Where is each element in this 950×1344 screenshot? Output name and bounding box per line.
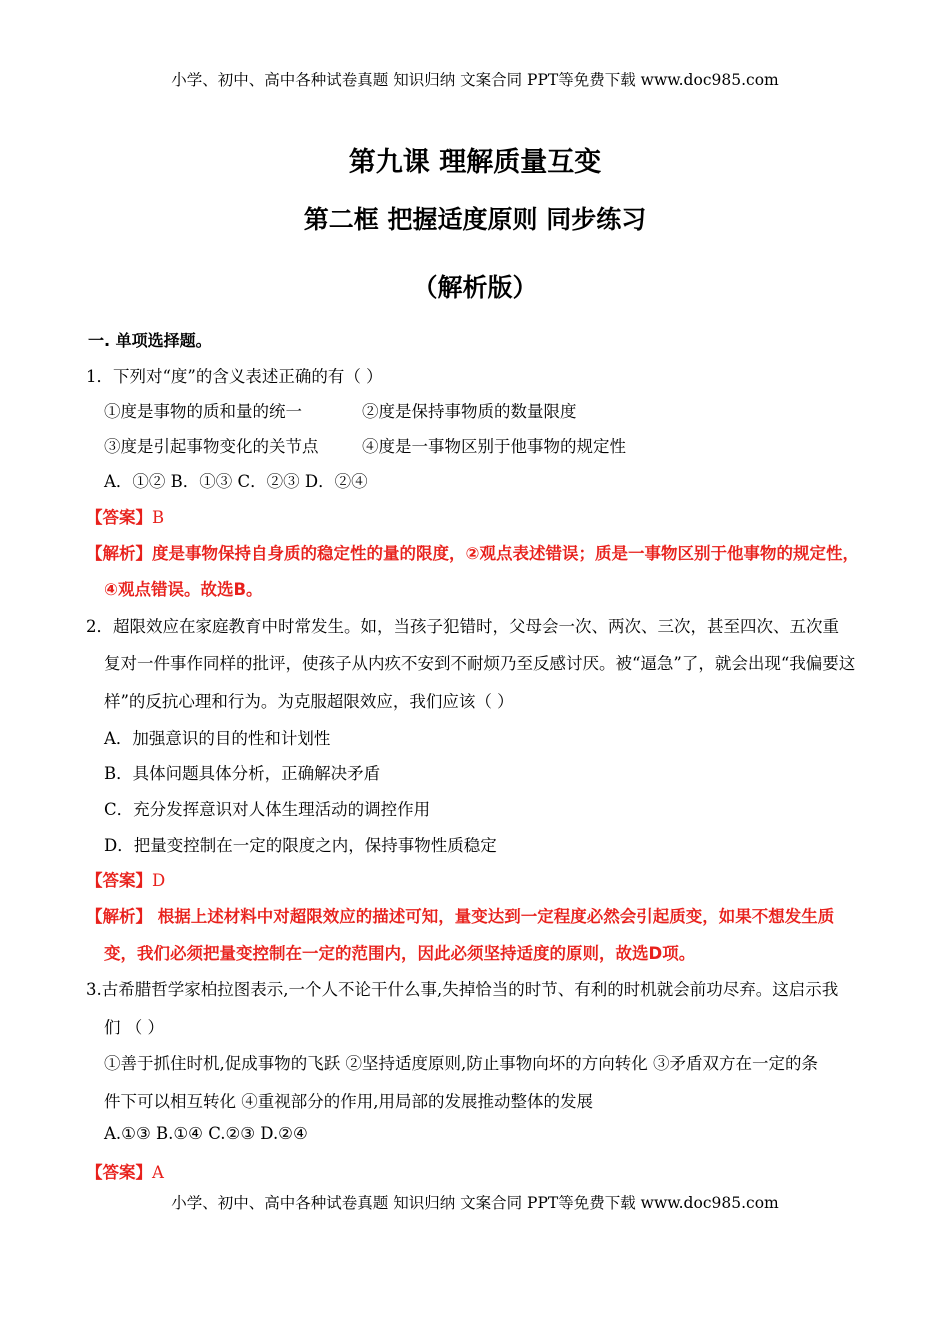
q1-option-4: ④度是一事物区别于他事物的规定性	[362, 437, 626, 456]
section-heading: 一. 单项选择题。	[88, 331, 212, 350]
page-subtitle: 第二框 把握适度原则 同步练习	[303, 205, 647, 234]
q3-options-line-1: ①善于抓住时机,促成事物的飞跃 ②坚持适度原则,防止事物向坏的方向转化 ③矛盾双方在一定的条	[104, 1054, 818, 1073]
q2-analysis-line-1	[86, 903, 834, 927]
page-footer: 小学、初中、高中各种试卷真题 知识归纳 文案合同 PPT等免费下载 www.doc985.com	[171, 1194, 779, 1212]
q2-option-b: B．具体问题具体分析，正确解决矛盾	[104, 764, 381, 783]
analysis-label: 【解析】	[86, 544, 152, 563]
q2-stem-line-3: 样”的反抗心理和行为。为克服超限效应，我们应该（ ）	[104, 692, 514, 711]
answer-value: D	[152, 871, 166, 890]
page-title: 第九课 理解质量互变	[348, 147, 602, 178]
q3-answer	[86, 1159, 164, 1183]
answer-label: 【答案】	[86, 871, 152, 890]
q3-stem-line-2: 们 （ ）	[104, 1018, 164, 1037]
answer-label: 【答案】	[86, 1163, 152, 1182]
q2-option-c: C．充分发挥意识对人体生理活动的调控作用	[104, 800, 431, 819]
q1-analysis-line-1	[86, 540, 859, 564]
answer-value: B	[152, 508, 165, 527]
q2-option-d: D．把量变控制在一定的限度之内，保持事物性质稳定	[104, 836, 497, 855]
q2-answer	[86, 867, 165, 891]
q3-options-line-2: 件下可以相互转化 ④重视部分的作用,用局部的发展推动整体的发展	[104, 1092, 593, 1111]
q2-stem-line-1: 2．超限效应在家庭教育中时常发生。如，当孩子犯错时，父母会一次、两次、三次，甚至四次、五次重	[86, 617, 839, 636]
q2-analysis-line-2: 变，我们必须把量变控制在一定的范围内，因此必须坚持适度的原则，故选D项。	[104, 944, 696, 963]
q3-choices: A.①③ B.①④ C.②③ D.②④	[104, 1124, 308, 1143]
answer-value: A	[152, 1163, 164, 1182]
q1-option-2: ②度是保持事物质的数量限度	[362, 402, 577, 421]
answer-label: 【答案】	[86, 508, 152, 527]
q1-answer	[86, 504, 164, 528]
q1-option-1: ①度是事物的质和量的统一	[104, 402, 302, 421]
q2-stem-line-2: 复对一件事作同样的批评，使孩子从内疚不安到不耐烦乃至反感讨厌。被“逼急”了，就会出现“我偏要这	[104, 654, 856, 673]
analysis-label: 【解析】	[86, 907, 152, 926]
page-header: 小学、初中、高中各种试卷真题 知识归纳 文案合同 PPT等免费下载 www.doc985.com	[171, 71, 779, 89]
analysis-text: 根据上述材料中对超限效应的描述可知，量变达到一定程度必然会引起质变，如果不想发生质	[152, 907, 835, 926]
edition-label: （解析版）	[412, 273, 538, 302]
q3-stem-line-1: 3.古希腊哲学家柏拉图表示,一个人不论干什么事,失掉恰当的时节、有利的时机就会前功尽弃。这启示我	[86, 980, 839, 999]
q1-stem: 1．下列对“度”的含义表述正确的有（ ）	[86, 367, 383, 386]
q2-option-a: A．加强意识的目的性和计划性	[104, 729, 331, 748]
q1-option-3: ③度是引起事物变化的关节点	[104, 437, 319, 456]
analysis-text: 度是事物保持自身质的稳定性的量的限度，②观点表述错误；质是一事物区别于他事物的规定性，	[152, 544, 859, 563]
q1-choices: A．①② B．①③ C．②③ D．②④	[104, 472, 368, 491]
q1-analysis-line-2: ④观点错误。故选B。	[104, 580, 263, 599]
